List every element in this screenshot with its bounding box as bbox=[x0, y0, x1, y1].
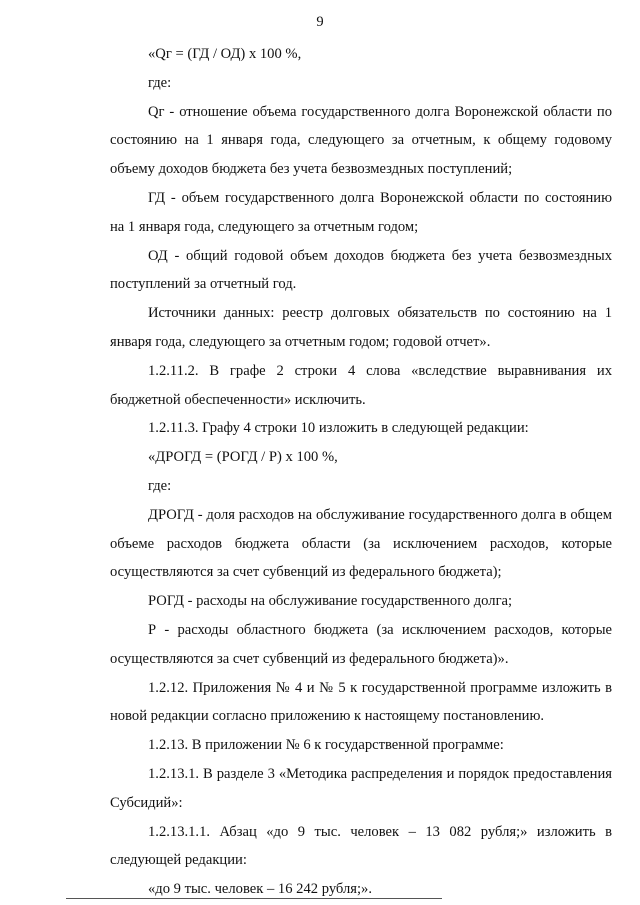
clause-1-2-11-3: 1.2.11.3. Графу 4 строки 10 изложить в следующей редакции: bbox=[148, 420, 529, 437]
where-label-2: где: bbox=[148, 477, 172, 494]
data-sources: Источники данных: реестр долговых обязательств по состоянию на 1 января года, следующего за отчетным годом; годовой отчет». bbox=[110, 305, 612, 350]
clause-1-2-12: 1.2.12. Приложения № 4 и № 5 к государственной программе изложить в новой редакции согласно приложению к настоящему постановлению. bbox=[110, 679, 612, 725]
definition-od: ОД - общий годовой объем доходов бюджета без учета безвозмездных поступлений за отчетный год. bbox=[110, 247, 612, 293]
formula-qg: «Qг = (ГД / ОД) х 100 %, bbox=[148, 46, 302, 62]
formula-drogd: «ДРОГД = (РОГД / Р) х 100 %, bbox=[148, 449, 338, 466]
clause-1-2-13-1-1: 1.2.13.1.1. Абзац «до 9 тыс. человек – 13 082 рубля;» изложить в следующей редакции: bbox=[110, 823, 612, 869]
where-label: где: bbox=[148, 74, 172, 91]
definition-gd: ГД - объем государственного долга Воронежской области по состоянию на 1 января года, следующего за отчетным годом; bbox=[110, 189, 612, 235]
document-body bbox=[110, 40, 612, 904]
clause-1-2-13: 1.2.13. В приложении № 6 к государственной программе: bbox=[148, 737, 504, 754]
definition-drogd: ДРОГД - доля расходов на обслуживание государственного долга в общем объеме расходов бюджета области (за исключением расходов, которые осуществляются за счет субвенций из федерального бюджета); bbox=[110, 506, 612, 581]
clause-1-2-13-1: 1.2.13.1. В разделе 3 «Методика распределения и порядок предоставления Субсидий»: bbox=[110, 765, 612, 811]
definition-r: Р - расходы областного бюджета (за исключением расходов, которые осуществляются за счет субвенций из федерального бюджета)». bbox=[110, 621, 612, 667]
bottom-rule bbox=[66, 898, 442, 899]
clause-1-2-11-2: 1.2.11.2. В графе 2 строки 4 слова «вследствие выравнивания их бюджетной обеспеченности» исключить. bbox=[110, 362, 612, 408]
definition-qg: Qг - отношение объема государственного долга Воронежской области по состоянию на 1 января года, следующего за отчетным, к общему годовому объему доходов бюджета без учета безвозмездных поступлений; bbox=[110, 103, 612, 178]
new-wording: «до 9 тыс. человек – 16 242 рубля;». bbox=[148, 881, 372, 898]
page-number: 9 bbox=[316, 14, 324, 30]
definition-rogd: РОГД - расходы на обслуживание государственного долга; bbox=[148, 593, 513, 610]
